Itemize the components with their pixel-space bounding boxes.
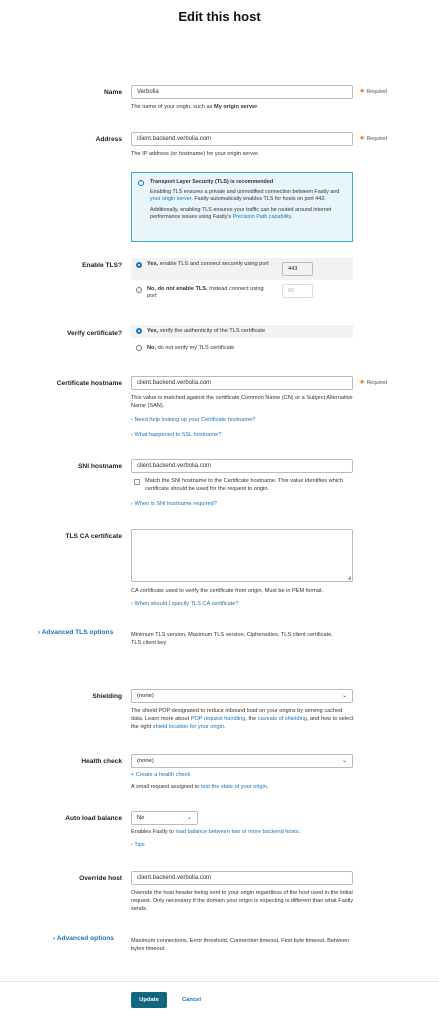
name-input[interactable]: Verbolia — [131, 85, 353, 99]
health-check-label: Health check — [81, 758, 122, 765]
radio-selected[interactable] — [136, 262, 142, 268]
chevron-right-icon: › — [131, 601, 133, 607]
sni-label: SNI hostname — [78, 463, 122, 470]
chevron-right-icon: › — [131, 501, 133, 507]
shielding-help: The shield POP designated to reduce inbound load on your origins by serving cached data. Learn more about POP request handling, the caveats of shielding, and how to select the right shield location for your origin. — [131, 708, 354, 730]
non-tls-port-input[interactable]: 80 — [282, 284, 313, 298]
chevron-down-icon: ⌄ — [341, 693, 347, 699]
verify-no-option[interactable]: No, do not verify my TLS certificate — [131, 342, 353, 355]
advanced-tls-summary: Minimum TLS version, Maximum TLS version, Ciphersuites, TLS client certificate, TLS client key — [131, 632, 333, 646]
info-icon — [138, 180, 144, 186]
load-balance-link[interactable]: load balance between two or more backend hosts — [175, 829, 299, 835]
override-host-label: Override host — [79, 875, 122, 882]
tls-ca-help: CA certificate used to verify the certificate from origin. Must be in PEM format. — [131, 588, 324, 594]
address-required: ★ Required — [359, 135, 387, 142]
verify-yes-option[interactable]: Yes, verify the authenticity of the TLS certificate — [131, 325, 353, 338]
cert-hostname-help: This value is matched against the certificate Common Name (CN) or a Subject Alternative Name (SAN). — [131, 395, 353, 409]
verify-cert-label: Verify certificate? — [67, 330, 122, 337]
advanced-tls-toggle[interactable]: › Advanced TLS options — [38, 629, 114, 636]
enable-tls-label: Enable TLS? — [82, 262, 122, 269]
cert-hostname-input[interactable]: client.backend.verbolia.com — [131, 376, 353, 390]
cert-hostname-required: ★ Required — [359, 379, 387, 386]
chevron-right-icon: › — [38, 629, 41, 636]
tips-link[interactable]: › Tips — [131, 842, 145, 848]
radio-unselected[interactable] — [136, 345, 142, 351]
cancel-button[interactable]: Cancel — [182, 997, 202, 1003]
chevron-down-icon: ⌄ — [186, 815, 192, 821]
tls-port-input[interactable]: 443 — [282, 262, 313, 276]
cert-hostname-help-link[interactable]: › Need help looking up your Certificate hostname? — [131, 417, 256, 423]
page-title: Edit this host — [178, 9, 261, 24]
auto-lb-select[interactable]: No ⌄ — [131, 811, 198, 825]
tls-ca-when-link[interactable]: › When should I specify TLS CA certificate? — [131, 601, 239, 607]
chevron-right-icon: › — [131, 842, 133, 848]
chevron-right-icon: › — [131, 417, 133, 423]
chevron-right-icon: › — [131, 432, 133, 438]
radio-selected[interactable] — [136, 328, 142, 334]
override-host-help: Override the host header being sent to your origin regardless of the host used in the initial request. Only necessary if the domain your origin is expecting is different than what Fastly sends. — [131, 890, 354, 912]
chevron-right-icon: › — [53, 935, 56, 942]
shield-location-link[interactable]: shield location for your origin — [152, 724, 224, 730]
tls-info-title: Transport Layer Security (TLS) is recommended — [150, 179, 274, 185]
tls-info-p2: Additionally, enabling TLS ensures your traffic can be routed around internet performance issues using Fastly's Precision Path capability. — [150, 206, 332, 220]
required-star-icon: ★ — [359, 379, 366, 386]
resize-handle-icon[interactable]: ◢ — [347, 575, 351, 581]
name-help: The name of your origin, such as My origin server. — [131, 104, 259, 110]
shielding-select[interactable]: (none) ⌄ — [131, 689, 353, 703]
sni-match-checkbox[interactable] — [134, 479, 140, 485]
tls-yes-option[interactable]: Yes, enable TLS and connect securely using port — [131, 258, 353, 280]
tls-ca-label: TLS CA certificate — [65, 533, 122, 540]
health-check-help: A small request assigned to test the state of your origin. — [131, 784, 269, 790]
update-button[interactable]: Update — [131, 992, 167, 1008]
name-required: ★ Required — [359, 88, 387, 95]
cert-hostname-label: Certificate hostname — [56, 380, 122, 387]
advanced-options-summary: Maximum connections, Error threshold, Connection timeout, First byte timeout, Between bytes timeout — [131, 938, 349, 952]
radio-unselected[interactable] — [136, 287, 142, 293]
test-origin-link[interactable]: test the state of your origin — [200, 784, 267, 790]
caveats-shielding-link[interactable]: caveats of shielding — [257, 716, 307, 722]
footer-divider — [0, 981, 439, 982]
auto-lb-label: Auto load balance — [65, 815, 122, 822]
address-input[interactable]: client.backend.verbolia.com — [131, 132, 353, 146]
required-star-icon: ★ — [359, 88, 366, 95]
auto-lb-help: Enables Fastly to load balance between two or more backend hosts. — [131, 829, 301, 835]
tls-ca-textarea[interactable] — [131, 529, 353, 582]
plus-icon: + — [131, 772, 135, 778]
sni-required-link[interactable]: › When is SNI hostname required? — [131, 501, 217, 507]
tls-info-box — [131, 172, 353, 242]
tls-info-p1: Enabling TLS ensures a private and unmodified connection between Fastly and your origin server. Fastly automatically enables TLS for hosts on port 443. — [150, 188, 340, 202]
tls-no-option[interactable]: No, do not enable TLS. Instead connect using port — [131, 283, 353, 303]
chevron-down-icon: ⌄ — [341, 758, 347, 764]
health-check-select[interactable]: (none) ⌄ — [131, 754, 353, 768]
create-health-check-link[interactable]: + Create a health check — [131, 772, 191, 778]
sni-checkbox-text: Match the SNI hostname to the Certificate hostname. This value identifies which certificate should be used for the request to origin. — [145, 478, 343, 492]
override-host-input[interactable]: client.backend.verbolia.com — [131, 871, 353, 885]
address-help: The IP address (or hostname) for your origin server. — [131, 151, 260, 157]
address-label: Address — [95, 136, 122, 143]
advanced-options-toggle[interactable]: › Advanced options — [53, 935, 114, 942]
sni-input[interactable]: client.backend.verbolia.com — [131, 459, 353, 473]
ssl-hostname-link[interactable]: › What happened to SSL hostname? — [131, 432, 222, 438]
required-star-icon: ★ — [359, 135, 366, 142]
precision-path-link[interactable]: Precision Path capability — [232, 214, 291, 220]
pop-request-link[interactable]: POP request handling — [190, 716, 246, 722]
name-label: Name — [104, 89, 122, 96]
origin-server-link[interactable]: your origin server — [150, 196, 192, 202]
shielding-label: Shielding — [92, 693, 122, 700]
